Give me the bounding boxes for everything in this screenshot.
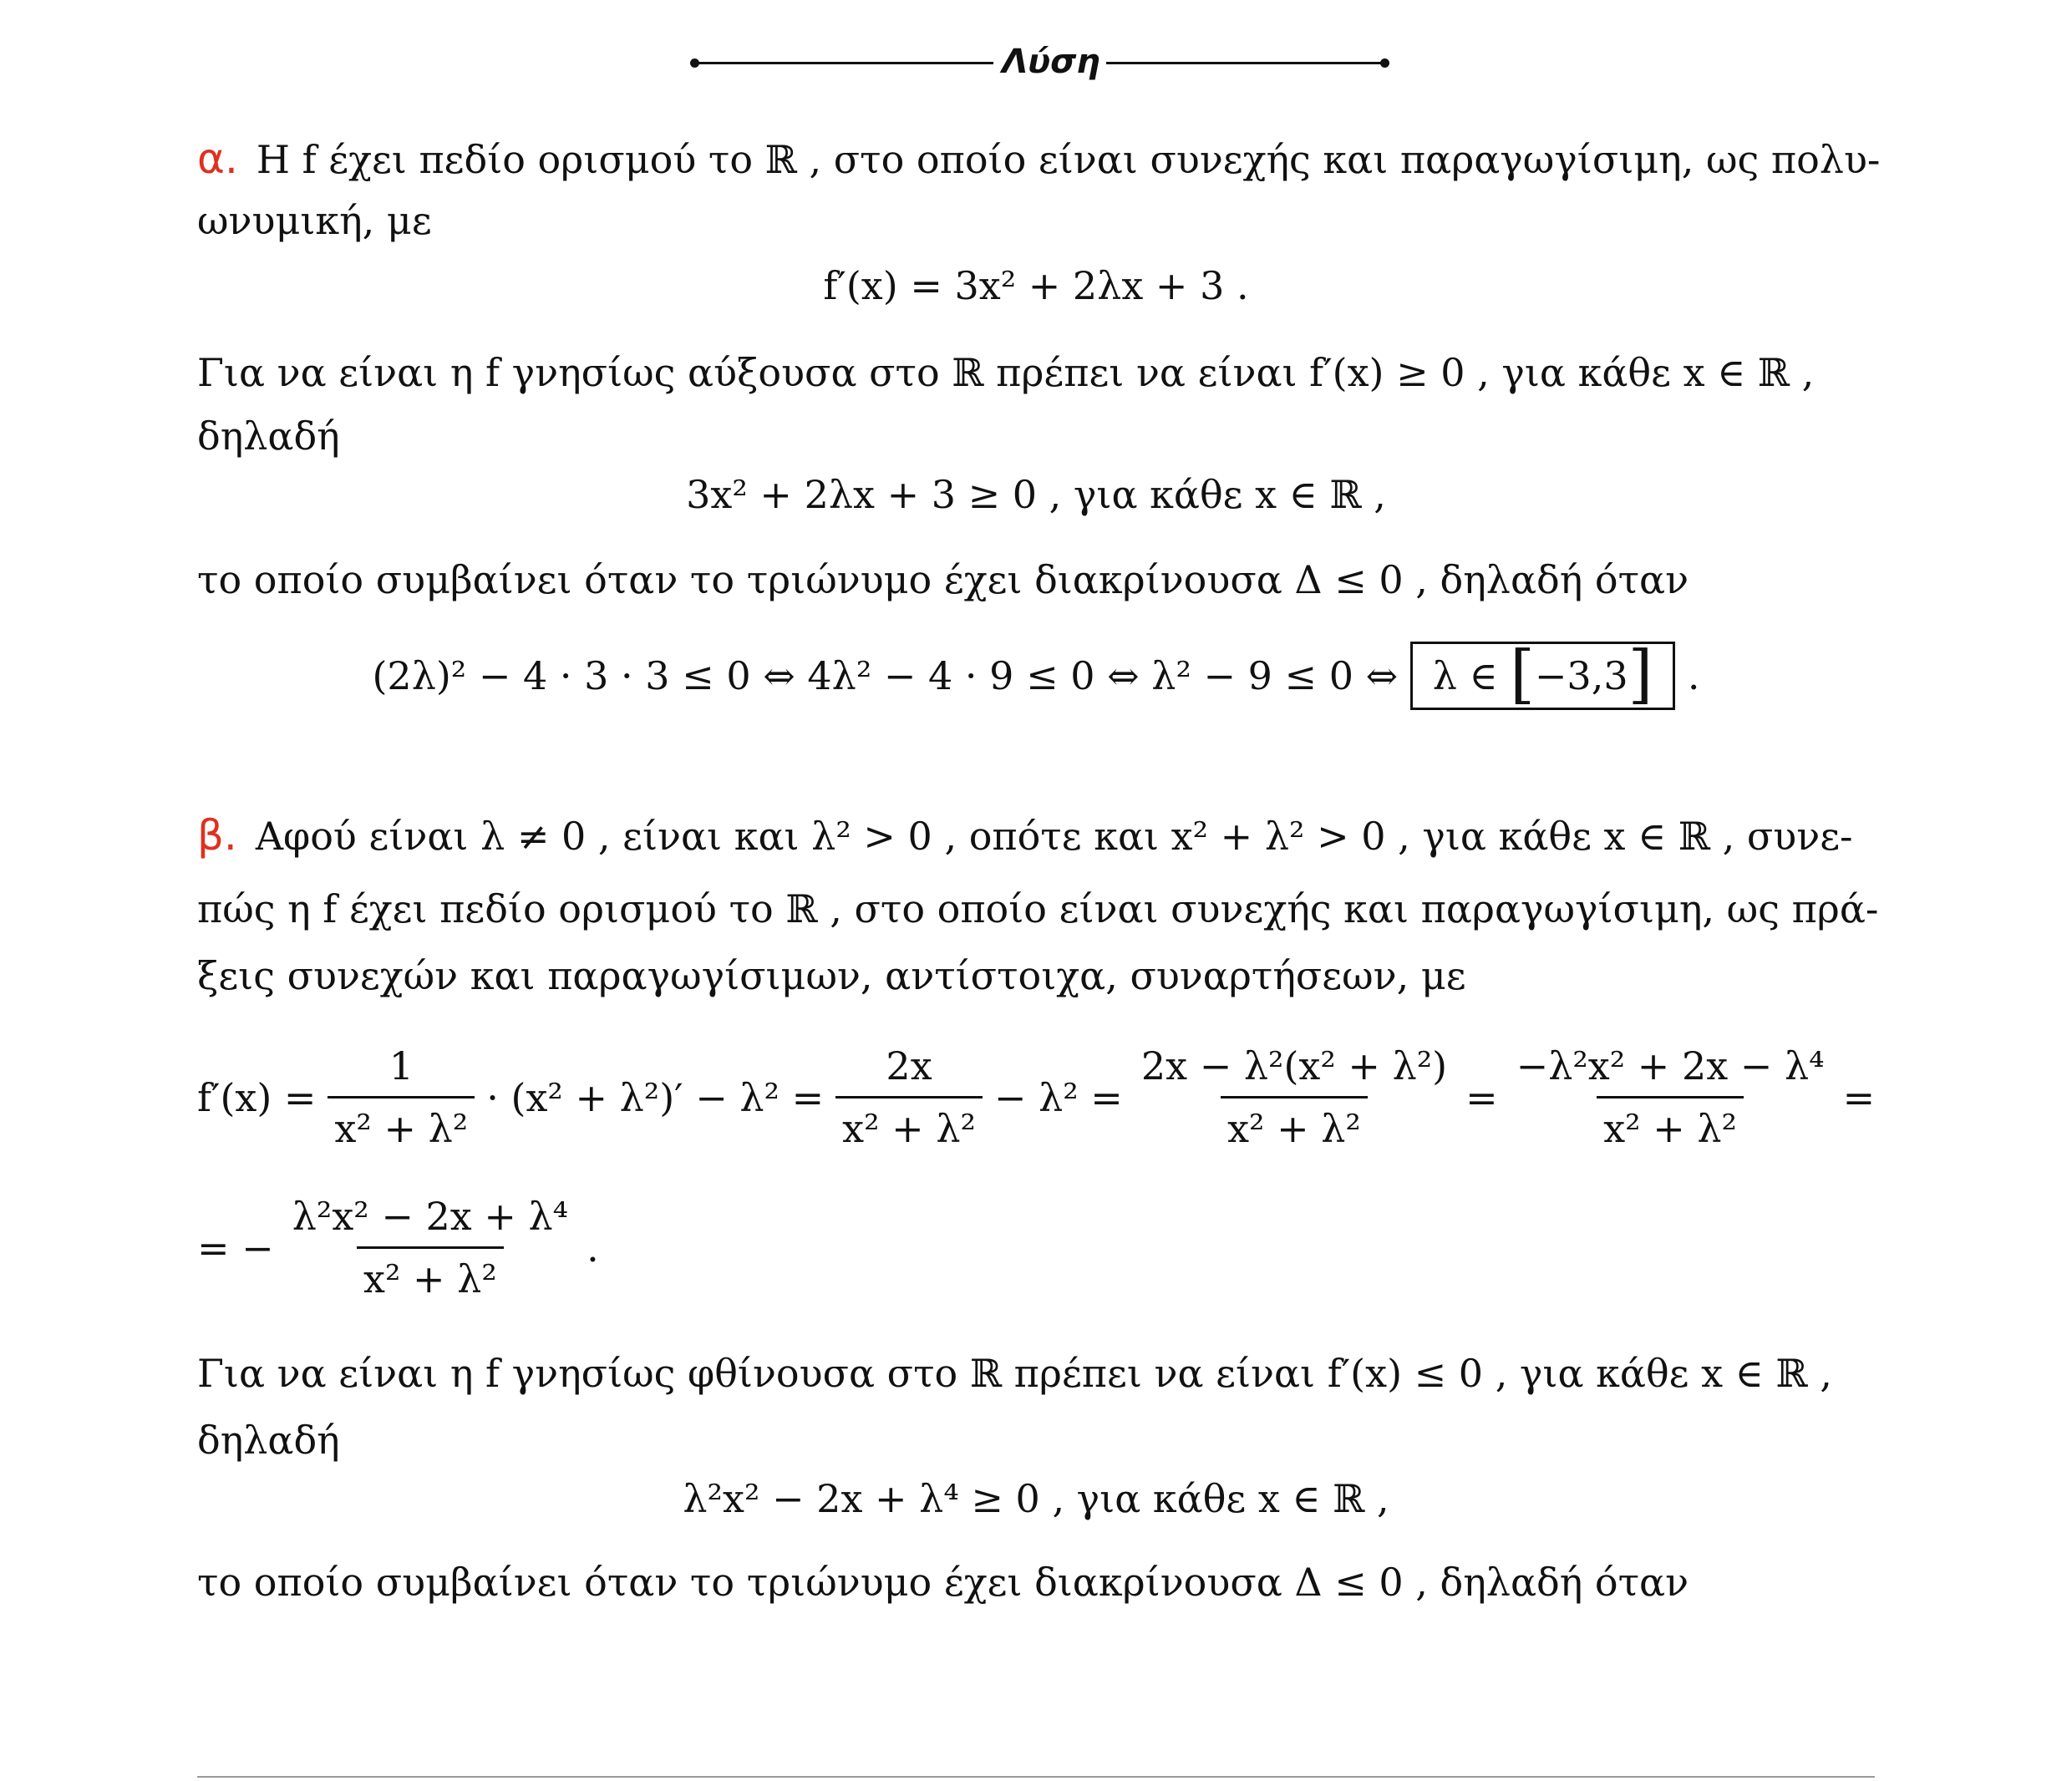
alpha-equation-discriminant xyxy=(0,637,2072,711)
beta-d-mid-2: − λ² = xyxy=(993,1074,1123,1120)
alpha-result-lambda-in: λ ∈ xyxy=(1432,653,1498,698)
beta-d-fraction-1 xyxy=(328,1043,475,1152)
header-right-dot xyxy=(1380,58,1389,68)
beta-d-fraction-3 xyxy=(1135,1043,1454,1152)
beta-d2-fraction xyxy=(286,1193,575,1302)
alpha-p1-text-1: Η f έχει πεδίο ορισμού το ℝ , στο οποίο είναι συνεχής και παραγωγίσιμη, ως πολυ- xyxy=(256,137,1881,182)
beta-d-f1-numerator: 1 xyxy=(388,1043,414,1088)
alpha-paragraph-line-2: ωνυμική, με xyxy=(197,198,432,243)
beta-paragraph-line-2: πώς η f έχει πεδίο ορισμού το ℝ , στο οποίο είναι συνεχής και παραγωγίσιμη, ως πρά- xyxy=(197,886,1879,931)
beta-paragraph-line-3: ξεις συνεχών και παραγωγίσιμων, αντίστοιχα, συναρτήσεων, με xyxy=(197,953,1466,998)
header-title: Λύση xyxy=(1002,43,1100,81)
beta-d2-end: . xyxy=(587,1225,599,1271)
beta-d2-numerator: λ²x² − 2x + λ⁴ xyxy=(292,1194,569,1239)
alpha-paragraph3: το οποίο συμβαίνει όταν το τριώνυμο έχει διακρίνουσα Δ ≤ 0 , δηλαδή όταν xyxy=(197,557,1689,602)
beta-paragraph2-line-1: Για να είναι η f γνησίως φθίνουσα στο ℝ πρέπει να είναι f′(x) ≤ 0 , για κάθε x ∈ ℝ , xyxy=(197,1351,1832,1396)
beta-d-fraction-2 xyxy=(835,1043,983,1152)
alpha-eq3-end: . xyxy=(1687,653,1700,698)
beta-d-f3-denominator: x² + λ² xyxy=(1221,1096,1368,1152)
beta-d-f2-denominator: x² + λ² xyxy=(835,1096,983,1152)
beta-d-f1-denominator: x² + λ² xyxy=(328,1096,475,1152)
solution-header xyxy=(690,37,1400,87)
beta-paragraph2-line-2: δηλαδή xyxy=(197,1418,340,1463)
alpha-result-interval: −3,3 xyxy=(1534,653,1628,698)
beta-d-fraction-4 xyxy=(1510,1043,1831,1152)
beta-d2-denominator: x² + λ² xyxy=(357,1246,504,1302)
beta-d-mid-1: · (x² + λ²)′ − λ² = xyxy=(486,1074,825,1120)
alpha-paragraph-line-1 xyxy=(197,134,1880,185)
beta-d-equals-1: = xyxy=(1465,1074,1498,1120)
alpha-paragraph2-line-2: δηλαδή xyxy=(197,414,340,459)
alpha-equation-inequality: 3x² + 2λx + 3 ≥ 0 , για κάθε x ∈ ℝ , xyxy=(686,472,1386,517)
beta-paragraph3: το οποίο συμβαίνει όταν το τριώνυμο έχει διακρίνουσα Δ ≤ 0 , δηλαδή όταν xyxy=(197,1560,1689,1605)
beta-equation-inequality: λ²x² − 2x + λ⁴ ≥ 0 , για κάθε x ∈ ℝ , xyxy=(683,1476,1389,1521)
alpha-label: α. xyxy=(197,134,238,183)
beta-derivative-row-2 xyxy=(197,1193,599,1302)
alpha-result-right-bracket: ] xyxy=(1628,637,1653,711)
alpha-eq3-main: (2λ)² − 4 · 3 · 3 ≤ 0 ⇔ 4λ² − 4 · 9 ≤ 0 ⇔ λ² − 9 ≤ 0 ⇔ xyxy=(372,653,1399,698)
alpha-paragraph2-line-1: Για να είναι η f γνησίως αύξουσα στο ℝ πρέπει να είναι f′(x) ≥ 0 , για κάθε x ∈ ℝ , xyxy=(197,350,1815,395)
beta-d-f3-numerator: 2x − λ²(x² + λ²) xyxy=(1140,1043,1448,1088)
beta-label: β. xyxy=(197,811,237,860)
header-right-rule xyxy=(1106,62,1384,64)
beta-d-f4-numerator: −λ²x² + 2x − λ⁴ xyxy=(1516,1043,1825,1088)
header-left-rule xyxy=(697,62,993,64)
beta-p1-text-1: Αφού είναι λ ≠ 0 , είναι και λ² > 0 , οπότε και x² + λ² > 0 , για κάθε x ∈ ℝ , συνε- xyxy=(255,814,1853,859)
beta-d-equals-2: = xyxy=(1842,1074,1876,1120)
beta-derivative-row-1 xyxy=(197,1043,1875,1152)
alpha-equation-derivative: f′(x) = 3x² + 2λx + 3 . xyxy=(823,263,1249,308)
footer-rule xyxy=(197,1776,1875,1778)
beta-d-lhs: f′(x) = xyxy=(197,1074,317,1120)
beta-d-f2-numerator: 2x xyxy=(886,1043,932,1088)
beta-d2-lhs: = − xyxy=(197,1225,274,1271)
alpha-result-box xyxy=(1410,637,1675,711)
beta-paragraph-line-1 xyxy=(197,810,1853,861)
alpha-result-left-bracket: [ xyxy=(1510,637,1535,711)
beta-d-f4-denominator: x² + λ² xyxy=(1597,1096,1744,1152)
